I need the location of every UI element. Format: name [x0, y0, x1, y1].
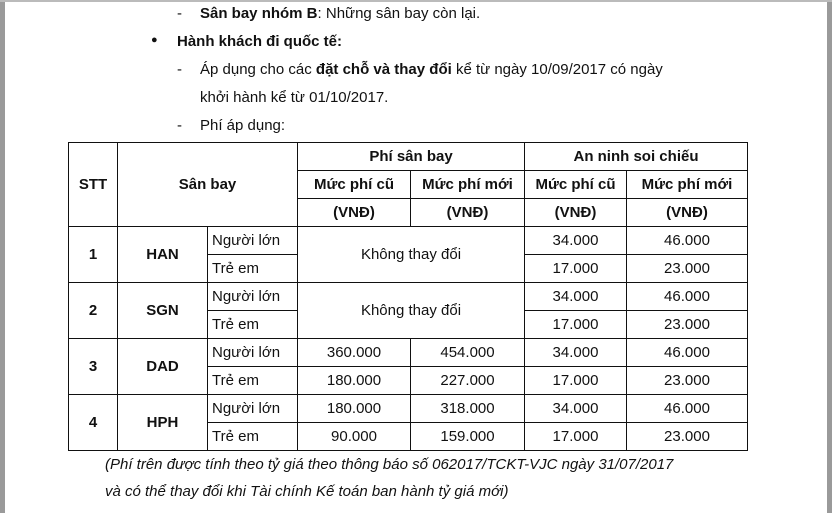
table-row: [69, 227, 748, 255]
dash-marker: -: [177, 5, 182, 22]
airport-fee-merged: Không thay đổi: [298, 283, 525, 339]
fee-label: Phí áp dụng:: [200, 117, 286, 134]
fee-new: 318.000: [411, 395, 525, 423]
security-old: 17.000: [525, 367, 627, 395]
airport-fee-merged: Không thay đổi: [298, 227, 525, 283]
security-new: 23.000: [627, 423, 748, 451]
apply-pre: Áp dụng cho các: [200, 61, 316, 78]
fee-old: 180.000: [298, 367, 411, 395]
airport-code: SGN: [118, 283, 208, 339]
group-b-line: [200, 5, 480, 22]
header-sec-old: Mức phí cũ: [525, 171, 627, 199]
passenger-type: Trẻ em: [208, 311, 298, 339]
header-sec-new: Mức phí mới: [627, 171, 748, 199]
security-old: 17.000: [525, 255, 627, 283]
security-new: 23.000: [627, 311, 748, 339]
fee-new: 454.000: [411, 339, 525, 367]
security-old: 34.000: [525, 339, 627, 367]
header-stt: STT: [69, 143, 118, 227]
passenger-type: Người lớn: [208, 395, 298, 423]
stt-cell: 2: [69, 283, 118, 339]
header-airport: Sân bay: [118, 143, 298, 227]
passenger-type: Người lớn: [208, 339, 298, 367]
group-b-label: Sân bay nhóm B: [200, 5, 318, 22]
bullet-marker: ●: [151, 34, 158, 46]
security-old: 34.000: [525, 395, 627, 423]
fee-old: 90.000: [298, 423, 411, 451]
header-security: An ninh soi chiếu: [525, 143, 748, 171]
dash-marker: -: [177, 117, 182, 134]
passenger-type: Trẻ em: [208, 367, 298, 395]
intl-heading: Hành khách đi quốc tế:: [177, 33, 343, 50]
page-edge-right: [827, 0, 832, 513]
security-new: 46.000: [627, 283, 748, 311]
header-unit: (VNĐ): [525, 199, 627, 227]
header-unit: (VNĐ): [627, 199, 748, 227]
passenger-type: Người lớn: [208, 283, 298, 311]
security-new: 46.000: [627, 227, 748, 255]
header-fee-old: Mức phí cũ: [298, 171, 411, 199]
apply-line-2: khởi hành kể từ 01/10/2017.: [200, 89, 389, 106]
security-old: 17.000: [525, 423, 627, 451]
passenger-type: Trẻ em: [208, 255, 298, 283]
fee-new: 159.000: [411, 423, 525, 451]
group-b-text: : Những sân bay còn lại.: [317, 5, 481, 22]
airport-code: HPH: [118, 395, 208, 451]
stt-cell: 4: [69, 395, 118, 451]
header-fee-new: Mức phí mới: [411, 171, 525, 199]
apply-bold: đặt chỗ và thay đổi: [315, 61, 452, 78]
page-edge-top: [0, 0, 832, 2]
header-airport-fee: Phí sân bay: [298, 143, 525, 171]
fee-old: 180.000: [298, 395, 411, 423]
airport-code: HAN: [118, 227, 208, 283]
fee-table: [68, 142, 748, 451]
passenger-type: Trẻ em: [208, 423, 298, 451]
stt-cell: 1: [69, 227, 118, 283]
table-row: [69, 395, 748, 423]
security-new: 46.000: [627, 339, 748, 367]
security-new: 46.000: [627, 395, 748, 423]
security-old: 17.000: [525, 311, 627, 339]
security-new: 23.000: [627, 255, 748, 283]
passenger-type: Người lớn: [208, 227, 298, 255]
security-old: 34.000: [525, 227, 627, 255]
header-unit: (VNĐ): [298, 199, 411, 227]
footnote-line-2: và có thể thay đổi khi Tài chính Kế toán ban hành tỷ giá mới): [105, 483, 509, 500]
header-unit: (VNĐ): [411, 199, 525, 227]
fee-old: 360.000: [298, 339, 411, 367]
dash-marker: -: [177, 61, 182, 78]
fee-new: 227.000: [411, 367, 525, 395]
page-edge-left: [0, 0, 5, 513]
apply-post: kể từ ngày 10/09/2017 có ngày: [451, 61, 663, 78]
apply-line: [200, 61, 663, 78]
footnote-line-1: (Phí trên được tính theo tỷ giá theo thông báo số 062017/TCKT-VJC ngày 31/07/2017: [105, 456, 674, 473]
security-old: 34.000: [525, 283, 627, 311]
table-row: [69, 283, 748, 311]
security-new: 23.000: [627, 367, 748, 395]
airport-code: DAD: [118, 339, 208, 395]
stt-cell: 3: [69, 339, 118, 395]
table-row: [69, 339, 748, 367]
